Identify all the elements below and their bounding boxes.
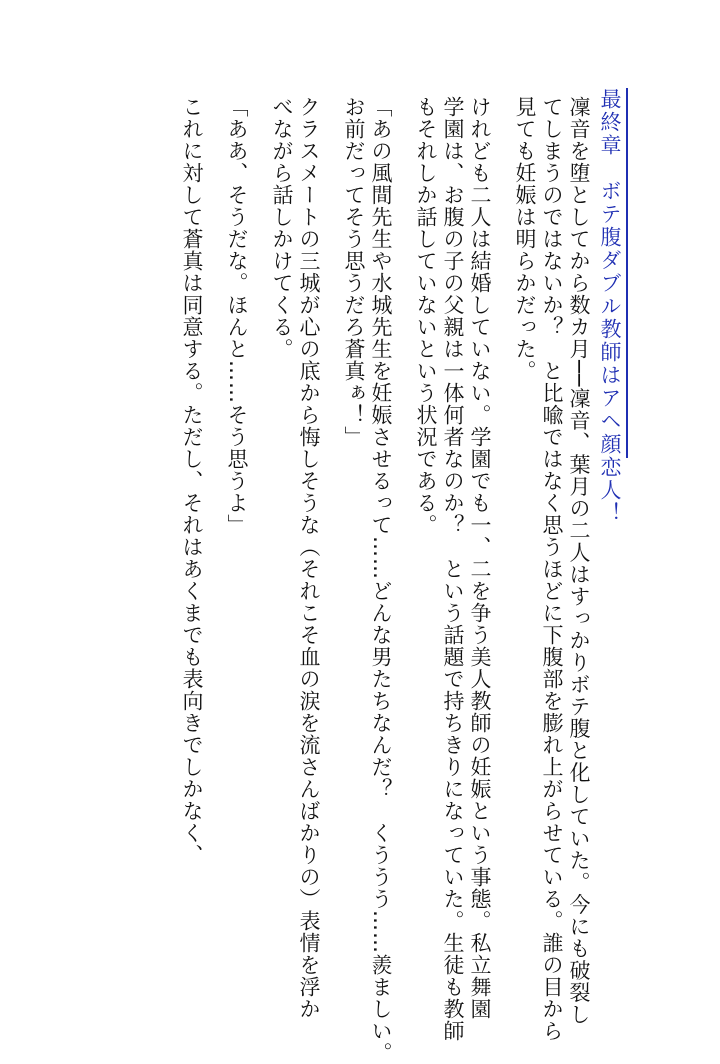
paragraph-gap <box>250 96 268 896</box>
text-line: 見ても妊娠は明らかだった。 <box>513 96 537 382</box>
text-line: 学園は、お腹の子の父親は一体何者なのか？ という話題で持ちきりになっていた。生徒も教師 <box>441 96 465 1042</box>
text-line: 凜音を堕としてから数カ月──凜音、葉月の二人はすっかりボテ腹と化していた。今にも破裂し <box>567 96 591 1026</box>
text-line: てしまうのではないか？ と比喩ではなく思うほどに下腹部を膨れ上がらせている。誰の目から <box>540 96 564 1042</box>
text-line: もそれしか話していないという状況である。 <box>414 96 438 536</box>
text-line: 「あの風間先生や水城先生を妊娠させるって……どんな男たちなんだ？ くううう……羨ましい。 <box>369 96 393 1064</box>
paragraph-gap <box>205 96 223 896</box>
chapter-title: 最終章 ボテ腹ダブル教師はアヘ顔恋人！ <box>596 88 628 458</box>
paragraph-gap <box>322 96 340 896</box>
paragraph-gap <box>493 96 511 896</box>
text-line: けれども二人は結婚していない。学園でも一、二を争う美人教師の妊娠という事態。私立舞園 <box>468 96 492 1020</box>
text-line: これに対して蒼真は同意する。ただし、それはあくまでも表向きでしかなく、 <box>180 96 204 866</box>
text-line: 「ああ、そうだな。ほんと……そう思うよ」 <box>225 96 249 536</box>
paragraph-gap <box>394 96 412 896</box>
text-line: クラスメートの三城が心の底から悔しそうな（それこそ血の涙を流さんばかりの）表情を浮か <box>297 96 321 1020</box>
body-text <box>178 96 592 1064</box>
text-line: べながら話しかけてくる。 <box>270 96 294 360</box>
text-line: お前だってそう思うだろ蒼真ぁ！」 <box>342 96 366 448</box>
